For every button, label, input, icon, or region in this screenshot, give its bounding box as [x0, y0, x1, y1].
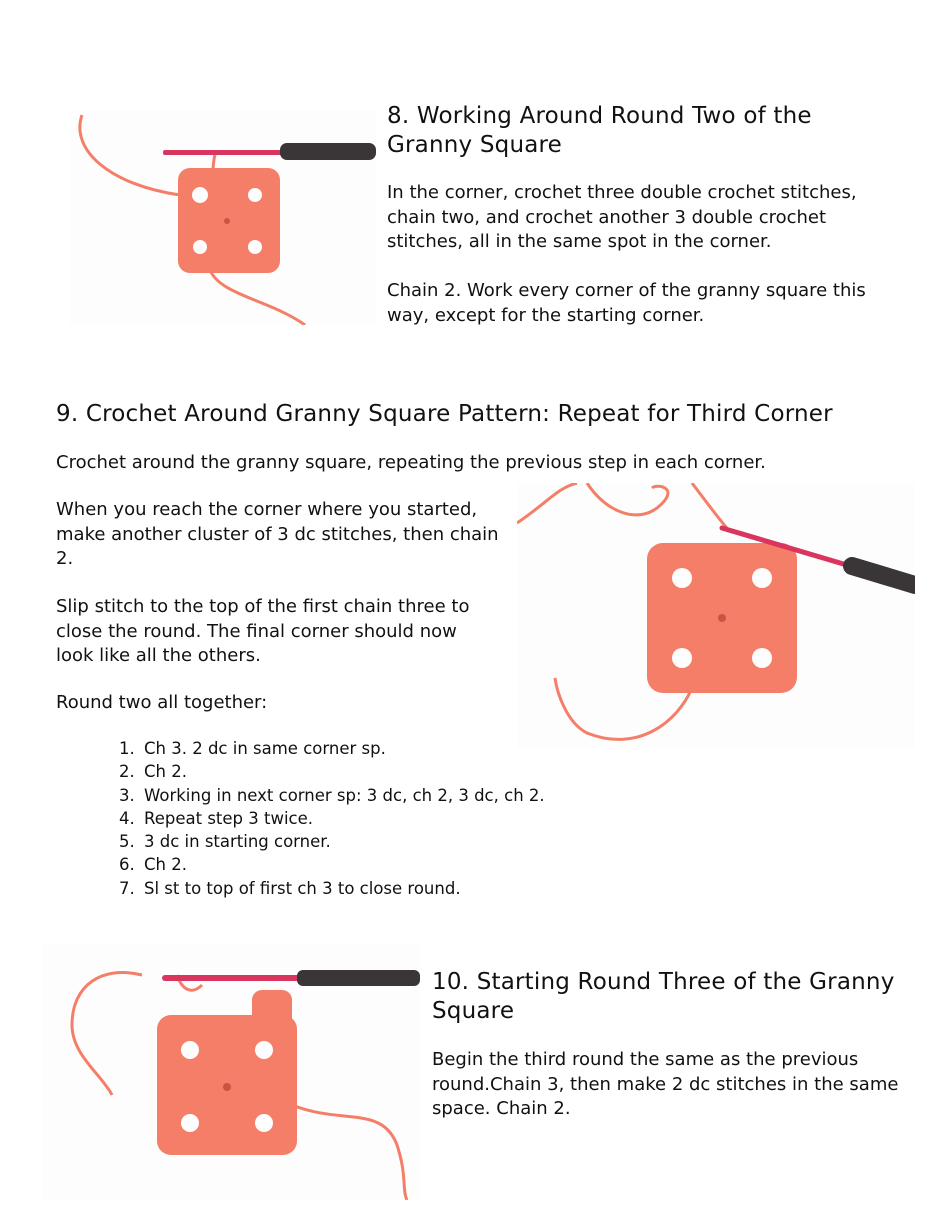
step9-paragraph-2: When you reach the corner where you started, make another cluster of 3 dc stitches, then chain 2.	[56, 499, 499, 569]
step10-title: 10. Starting Round Three of the Granny Square	[432, 969, 895, 1024]
step8-photo	[70, 110, 376, 325]
step9-paragraph-1: Crochet around the granny square, repeating the previous step in each corner.	[56, 452, 766, 473]
round-two-steps-list	[112, 737, 700, 900]
list-item: 2. Ch 2.	[140, 760, 700, 783]
step9-paragraph-3: Slip stitch to the top of the first chain three to close the round. The final corner should now look like all the others.	[56, 596, 470, 666]
list-item: 7. Sl st to top of first ch 3 to close round.	[140, 877, 700, 900]
step10-photo	[42, 945, 420, 1200]
list-item: 6. Ch 2.	[140, 853, 700, 876]
step8-paragraph-1: In the corner, crochet three double crochet stitches, chain two, and crochet another 3 double crochet stitches, all in the same spot in the corner.	[387, 182, 857, 252]
step10-paragraph-1: Begin the third round the same as the previous round.Chain 3, then make 2 dc stitches in the same space. Chain 2.	[432, 1049, 899, 1119]
step8-title: 8. Working Around Round Two of the Granny Square	[387, 103, 812, 158]
list-item: 3. Working in next corner sp: 3 dc, ch 2, 3 dc, ch 2.	[140, 784, 700, 807]
list-item: 1. Ch 3. 2 dc in same corner sp.	[140, 737, 700, 760]
step9-paragraph-4: Round two all together:	[56, 692, 268, 713]
step8-paragraph-2: Chain 2. Work every corner of the granny square this way, except for the starting corner.	[387, 280, 866, 326]
step9-title: 9. Crochet Around Granny Square Pattern: Repeat for Third Corner	[56, 401, 833, 427]
list-item: 5. 3 dc in starting corner.	[140, 830, 700, 853]
step9-photo	[517, 483, 915, 748]
list-item: 4. Repeat step 3 twice.	[140, 807, 700, 830]
